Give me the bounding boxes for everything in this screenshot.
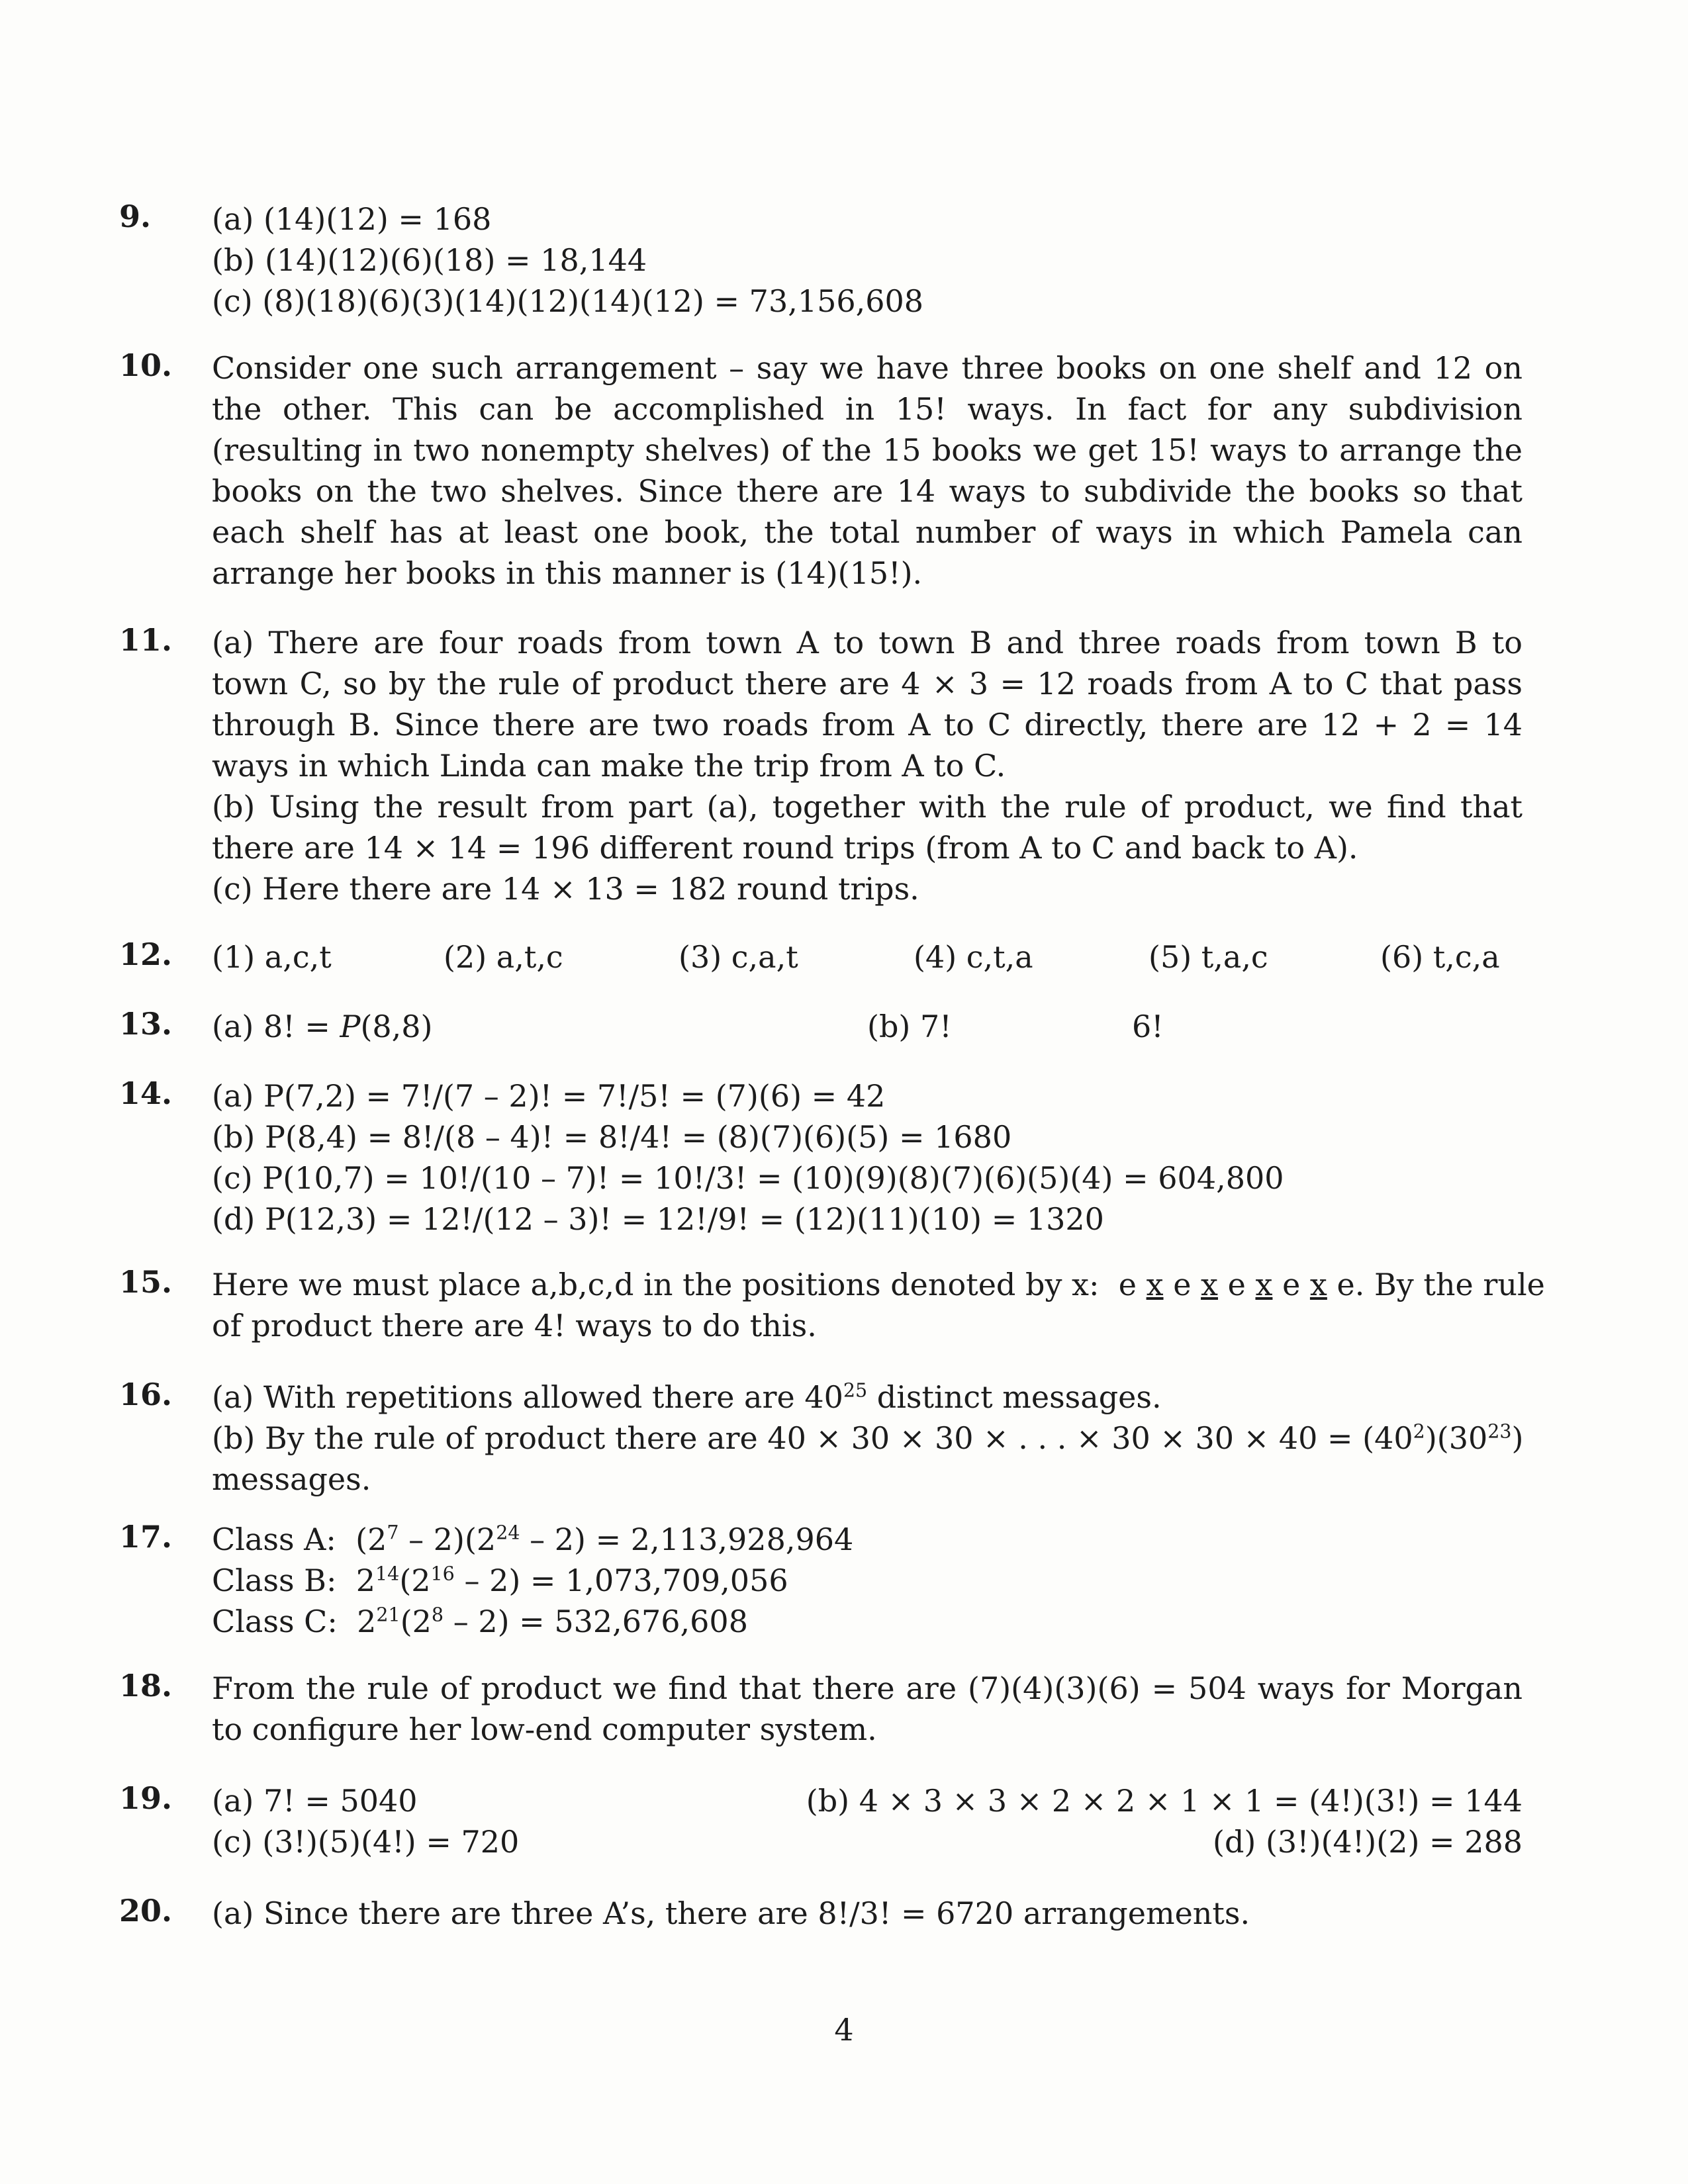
problem-number: 10.: [119, 347, 173, 383]
part-a: (a) 7! = 5040: [212, 1783, 418, 1819]
part-c: (c) (3!)(5)(4!) = 720: [212, 1824, 520, 1860]
part-b-continued: messages.: [212, 1461, 371, 1497]
class-a-line: Class A: $(2^7 - 2)(2^{24} - 2) = 2,113,928,964$: [212, 1522, 854, 1557]
part-a: (a) (14)(12) = 168: [212, 201, 492, 237]
class-b-line: Class B: $2^{14}(2^{16} - 2) = 1,073,709,056$: [212, 1563, 788, 1598]
problem-number: 14.: [119, 1075, 173, 1111]
class-c-line: Class C: $2^{21}(2^8 - 2) = 532,676,608$: [212, 1604, 748, 1639]
part-c: (c) P(10,7) = 10!/(10 – 7)! = 10!/3! = (10)(9)(8)(7)(6)(5)(4) = 604,800: [212, 1160, 1284, 1196]
problem-number: 15.: [119, 1264, 173, 1300]
problem-number: 11.: [119, 622, 173, 658]
part-c: (c) Here there are 14 × 13 = 182 round trips.: [212, 871, 919, 907]
part-a: (a) P(7,2) = 7!/(7 – 2)! = 7!/5! = (7)(6) = 42: [212, 1078, 886, 1114]
part-b: (b) (14)(12)(6)(18) = 18,144: [212, 242, 647, 278]
part-b: (b) P(8,4) = 8!/(8 – 4)! = 8!/4! = (8)(7)(6)(5) = 1680: [212, 1119, 1012, 1155]
part-b: (b) Using the result from part (a), together with the rule of product, we find that there are 14 × 14 = 196 different round trips (from A to C and back to A).: [212, 789, 1523, 866]
problem-number: 20.: [119, 1893, 173, 1929]
part-d: (d) (3!)(4!)(2) = 288: [1213, 1824, 1523, 1860]
part-d: (d) P(12,3) = 12!/(12 – 3)! = 12!/9! = (12)(11)(10) = 1320: [212, 1201, 1104, 1237]
permutation-6: (6) t,c,a: [1380, 939, 1500, 975]
permutation-2: (2) a,t,c: [444, 939, 563, 975]
permutation-5: (5) t,a,c: [1149, 939, 1268, 975]
part-a: (a) With repetitions allowed there are $40^{25}$ distinct messages.: [212, 1379, 1162, 1415]
permutation-4: (4) c,t,a: [914, 939, 1033, 975]
problem-number: 18.: [119, 1668, 173, 1704]
problem-number: 9.: [119, 199, 152, 234]
part-a: (a) 8! = P(8,8): [212, 1009, 433, 1044]
part-c: 6!: [1132, 1009, 1164, 1044]
problem-number: 16.: [119, 1377, 173, 1412]
problem-number: 19.: [119, 1780, 173, 1816]
part-b: (b) 7!: [867, 1009, 952, 1044]
problem-number: 13.: [119, 1006, 173, 1042]
permutation-1: (1) a,c,t: [212, 939, 332, 975]
part-b: (b) 4 × 3 × 3 × 2 × 2 × 1 × 1 = (4!)(3!) = 144: [806, 1783, 1523, 1819]
answer-line-1: Here we must place a,b,c,d in the positions denoted by x: e x e x e x e x e. By the rule: [212, 1267, 1545, 1302]
permutation-3: (3) c,a,t: [679, 939, 798, 975]
part-c: (c) (8)(18)(6)(3)(14)(12)(14)(12) = 73,156,608: [212, 283, 924, 319]
part-a: (a) There are four roads from town A to town B and three roads from town B to town C, so by the rule of product there are 4 × 3 = 12 roads from A to C that pass through B. Since there are two roads from A to C directly, there are 12 + 2 = 14 ways in which Linda can make the trip from A to C.: [212, 625, 1523, 784]
answer-text: Consider one such arrangement – say we have three books on one shelf and 12 on the other. This can be accomplished in 15! ways. In fact for any subdivision (resulting in two nonempty shelves) of the 15 books we get 15! ways to arrange the books on the two shelves. Since there are 14 ways to subdivide the books so that each shelf has at least one book, the total number of ways in which Pamela can arrange her books in this manner is (14)(15!).: [212, 350, 1523, 591]
part-a: (a) Since there are three A’s, there are 8!/3! = 6720 arrangements.: [212, 1895, 1250, 1931]
problem-number: 12.: [119, 936, 173, 972]
problem-number: 17.: [119, 1519, 173, 1555]
answer-text: From the rule of product we find that there are (7)(4)(3)(6) = 504 ways for Morgan to configure her low-end computer system.: [212, 1670, 1523, 1747]
page-number: 4: [834, 2012, 854, 2048]
answer-line-2: of product there are 4! ways to do this.: [212, 1308, 817, 1343]
part-b: (b) By the rule of product there are 40 × 30 × 30 × . . . × $30 \times 30 \times 40 = (40^2)(30^{23})$: [212, 1420, 1524, 1456]
